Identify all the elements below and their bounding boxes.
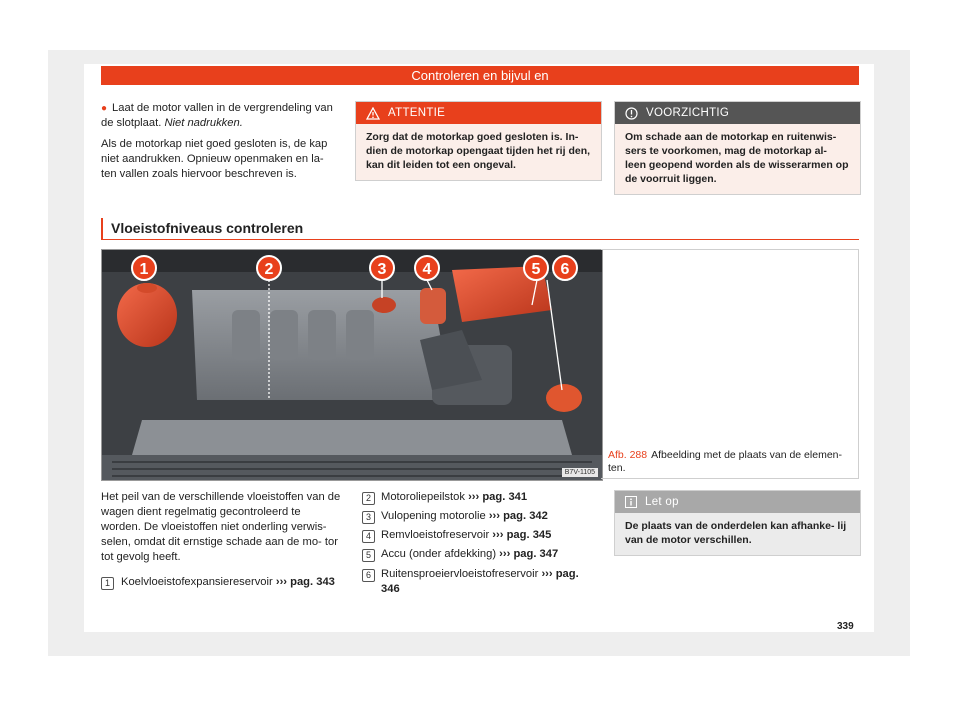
- levels-intro: Het peil van de verschillende vloeistoffen van de wagen dient regelmatig gecontroleerd te worden. De vloeistoffen niet onderling verwis- selen, omdat dit ernstige schade aan de mo- tor tot gevolg heeft.: [101, 491, 341, 563]
- callout-4: 4: [414, 255, 440, 281]
- page-number: 339: [837, 621, 854, 632]
- engine-bay-figure: [101, 249, 603, 481]
- note-title: Let op: [645, 496, 679, 508]
- note-text: De plaats van de onderdelen kan afhanke- lij van de motor verschillen.: [615, 513, 860, 555]
- caution-header: [615, 102, 860, 124]
- exclamation-circle-icon: [625, 107, 638, 120]
- bullet-emphasis: Niet nadrukken.: [164, 117, 243, 129]
- item-text: Accu (onder afdekking): [381, 548, 497, 560]
- attention-header: [356, 102, 601, 124]
- item-text: Vulopening motorolie: [381, 510, 486, 522]
- callout-6: 6: [552, 255, 578, 281]
- attention-text: Zorg dat de motorkap goed gesloten is. In- dien de motorkap opengaat tijden het rij den, kan dit leiden tot een ongeval.: [356, 124, 601, 180]
- caution-title: VOORZICHTIG: [646, 107, 730, 119]
- figure-label: Afb. 288: [608, 449, 648, 461]
- note-box: [614, 490, 861, 556]
- list-item: [381, 547, 606, 562]
- engine-bay-illustration: [102, 250, 602, 480]
- figure-caption-text: Afbeelding met de plaats van de elemen- ten.: [608, 449, 842, 474]
- callout-1: 1: [131, 255, 157, 281]
- callout-3: 3: [369, 255, 395, 281]
- info-icon: [625, 496, 637, 508]
- item-number-badge: 6: [362, 569, 375, 582]
- callout-5: 5: [523, 255, 549, 281]
- item-number-badge: 4: [362, 530, 375, 543]
- item-text: Remvloeistofreservoir: [381, 529, 490, 541]
- page-reference-link[interactable]: ››› pag. 347: [499, 548, 559, 560]
- page-reference-link[interactable]: ››› pag. 343: [275, 576, 335, 588]
- list-item: [381, 567, 596, 597]
- caution-box: [614, 101, 861, 195]
- item-number-badge: 1: [101, 577, 114, 590]
- item-text: Koelvloeistofexpansiereservoir: [121, 576, 273, 588]
- bullet-text: Laat de motor vallen in de vergrendeling van de slotplaat.: [101, 102, 333, 129]
- caution-text: Om schade aan de motorkap en ruitenwis- sers te voorkomen, mag de motorkap al- leen geopend worden als de wisserarmen op de voorruit liggen.: [615, 124, 860, 194]
- attention-box: [355, 101, 602, 181]
- note-header: [615, 491, 860, 513]
- bullet-paragraph: [101, 101, 337, 131]
- hood-paragraph: Als de motorkap niet goed gesloten is, de kap niet aandrukken. Opnieuw openmaken en la- ten vallen zoals hiervoor beschreven is.: [101, 138, 328, 180]
- callout-2: 2: [256, 255, 282, 281]
- attention-title: ATTENTIE: [388, 107, 446, 119]
- item-number-badge: 3: [362, 511, 375, 524]
- list-item: [381, 509, 606, 524]
- figure-caption: [608, 449, 853, 475]
- figure-code: B7V-1105: [562, 468, 598, 477]
- caption-frame: [601, 249, 859, 479]
- warning-triangle-icon: [366, 107, 380, 120]
- list-item: [121, 575, 336, 590]
- page-reference-link[interactable]: ››› pag. 345: [492, 529, 552, 541]
- intro-column: [101, 101, 337, 188]
- item-number-badge: 2: [362, 492, 375, 505]
- section-title: Vloeistofniveaus controleren: [101, 218, 859, 240]
- item-text: Motoroliepeilstok: [381, 491, 465, 503]
- list-item: [381, 490, 606, 505]
- chapter-header: Controleren en bijvul en: [101, 66, 859, 85]
- page-reference-link[interactable]: ››› pag. 341: [468, 491, 528, 503]
- page-reference-link[interactable]: ››› pag. 346: [381, 568, 579, 595]
- list-item: [381, 528, 606, 543]
- bullet-icon: ●: [101, 103, 108, 114]
- item-number-badge: 5: [362, 549, 375, 562]
- page-reference-link[interactable]: ››› pag. 342: [488, 510, 548, 522]
- item-text: Ruitensproeiervloeistofreservoir: [381, 568, 539, 580]
